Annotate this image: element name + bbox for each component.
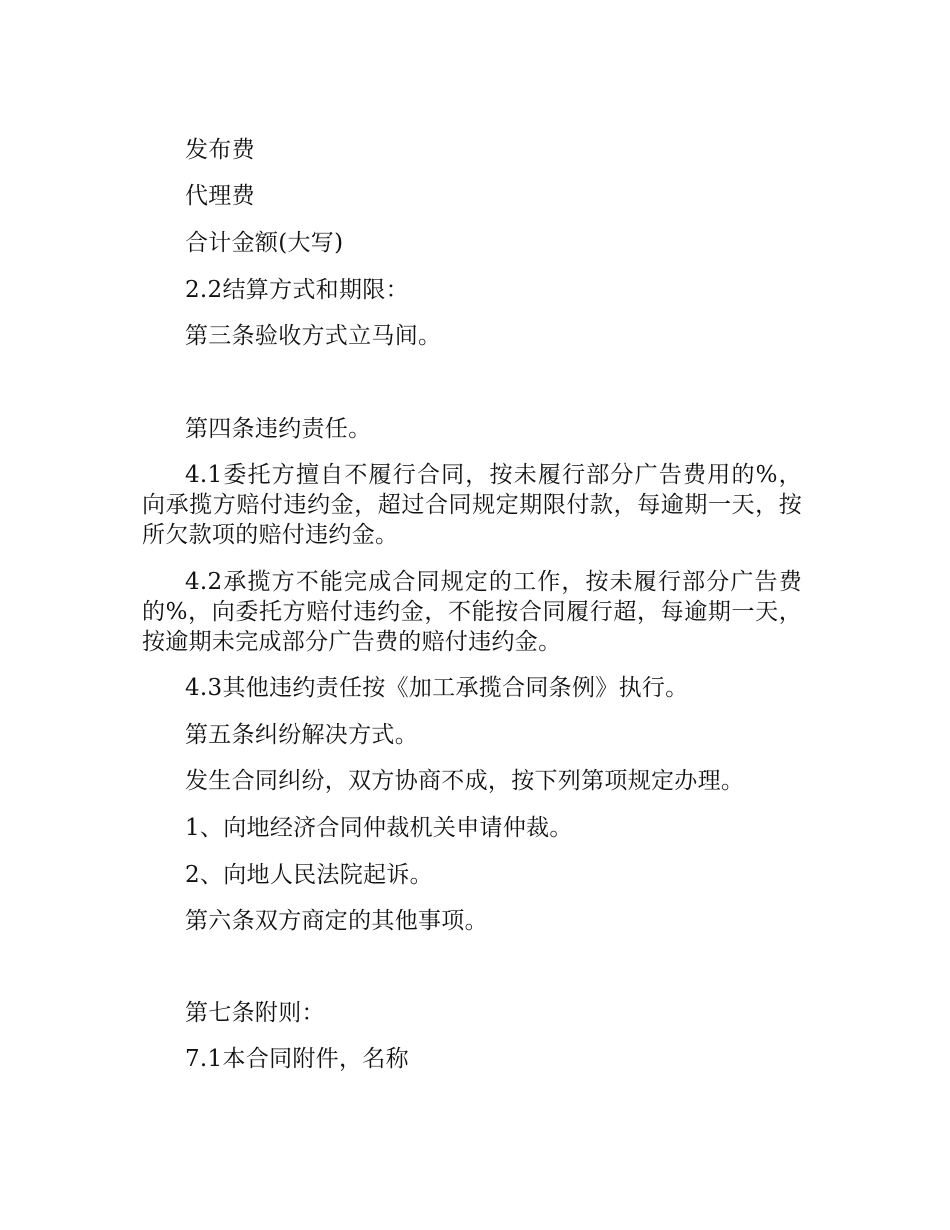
clause-4-1: 4.1委托方擅自不履行合同，按未履行部分广告费用的%，向承揽方赔付违约金，超过合同规定期限付款，每逾期一天，按所欠款项的赔付违约金。: [142, 462, 802, 548]
dispute-option-2: 2、向地人民法院起诉。: [185, 862, 433, 888]
article-6-heading: 第六条双方商定的其他事项。: [185, 908, 488, 934]
line-agency-fee: 代理费: [185, 183, 255, 209]
article-3-heading: 第三条验收方式立马间。: [185, 323, 442, 349]
article-5-heading: 第五条纠纷解决方式。: [185, 722, 418, 748]
clause-7-1: 7.1本合同附件，名称: [185, 1046, 409, 1072]
line-publish-fee: 发布费: [185, 137, 255, 163]
dispute-option-1: 1、向地经济合同仲裁机关申请仲裁。: [185, 815, 573, 841]
line-total-amount: 合计金额(大写): [185, 230, 344, 256]
article-4-heading: 第四条违约责任。: [185, 416, 372, 442]
clause-4-2: 4.2承揽方不能完成合同规定的工作，按未履行部分广告费的%，向委托方赔付违约金，不能按合同履行超，每逾期一天，按逾期未完成部分广告费的赔付违约金。: [142, 569, 802, 655]
article-7-heading: 第七条附则：: [185, 1000, 325, 1026]
clause-2-2: 2.2结算方式和期限：: [185, 277, 409, 303]
dispute-resolution-text: 发生合同纠纷，双方协商不成，按下列第项规定办理。: [185, 768, 745, 794]
clause-4-3: 4.3其他违约责任按《加工承揽合同条例》执行。: [185, 675, 689, 701]
